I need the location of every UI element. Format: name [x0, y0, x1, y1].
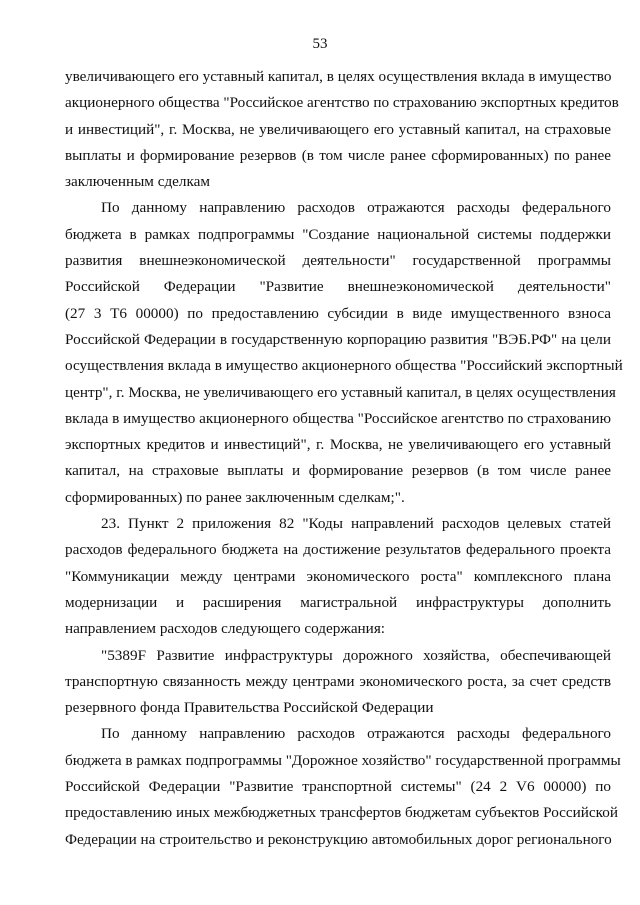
text-line: бюджета в рамках подпрограммы "Дорожное хозяйство" государственной программы	[65, 751, 621, 769]
text-line: По данному направлению расходов отражаются расходы федерального	[101, 199, 611, 217]
document-body	[65, 64, 623, 853]
text-line: Российской Федерации "Развитие внешнеэкономической деятельности"	[65, 278, 611, 296]
text-line: По данному направлению расходов отражаются расходы федерального	[101, 725, 611, 743]
text-line: 23. Пункт 2 приложения 82 "Коды направлений расходов целевых статей	[101, 515, 611, 533]
text-line: предоставлению иных межбюджетных трансфертов бюджетам субъектов Российской	[65, 804, 618, 822]
text-line: Российской Федерации "Развитие транспортной системы" (24 2 V6 00000) по	[65, 778, 611, 796]
text-line: центр", г. Москва, не увеличивающего его уставный капитал, в целях осуществления	[65, 383, 616, 401]
text-line: вклада в имущество акционерного общества "Российское агентство по страхованию	[65, 409, 611, 427]
text-line: развития внешнеэкономической деятельности" государственной программы	[65, 252, 611, 270]
text-line: Федерации на строительство и реконструкцию автомобильных дорог регионального	[65, 830, 612, 848]
text-line: "5389F Развитие инфраструктуры дорожного хозяйства, обеспечивающей	[101, 646, 611, 664]
text-line: (27 3 Т6 00000) по предоставлению субсидии в виде имущественного взноса	[65, 304, 611, 322]
text-line: направлением расходов следующего содержания:	[65, 620, 386, 638]
text-line: экспортных кредитов и инвестиций", г. Москва, не увеличивающего его уставный	[65, 436, 611, 454]
text-line: акционерного общества "Российское агентство по страхованию экспортных кредитов	[65, 94, 619, 112]
text-line: сформированных) по ранее заключенным сделкам;".	[65, 488, 405, 506]
text-line: модернизации и расширения магистральной инфраструктуры дополнить	[65, 593, 611, 611]
text-line: резервного фонда Правительства Российской Федерации	[65, 699, 434, 717]
text-line: осуществления вклада в имущество акционерного общества "Российский экспортный	[65, 357, 623, 375]
text-line: "Коммуникации между центрами экономического роста" комплексного плана	[65, 567, 611, 585]
text-line: выплаты и формирование резервов (в том числе ранее сформированных) по ранее	[65, 146, 611, 164]
text-line: расходов федерального бюджета на достижение результатов федерального проекта	[65, 541, 611, 559]
text-line: транспортную связанность между центрами экономического роста, за счет средств	[65, 672, 611, 690]
text-line: Российской Федерации в государственную корпорацию развития "ВЭБ.РФ" на цели	[65, 330, 611, 348]
text-line: и инвестиций", г. Москва, не увеличивающего его уставный капитал, на страховые	[65, 120, 611, 138]
text-line: заключенным сделкам	[65, 173, 210, 191]
text-line: увеличивающего его уставный капитал, в целях осуществления вклада в имущество	[65, 68, 612, 85]
text-line: капитал, на страховые выплаты и формирование резервов (в том числе ранее	[65, 462, 611, 480]
text-line: бюджета в рамках подпрограммы "Создание национальной системы поддержки	[65, 225, 611, 243]
page-number: 53	[312, 36, 328, 52]
